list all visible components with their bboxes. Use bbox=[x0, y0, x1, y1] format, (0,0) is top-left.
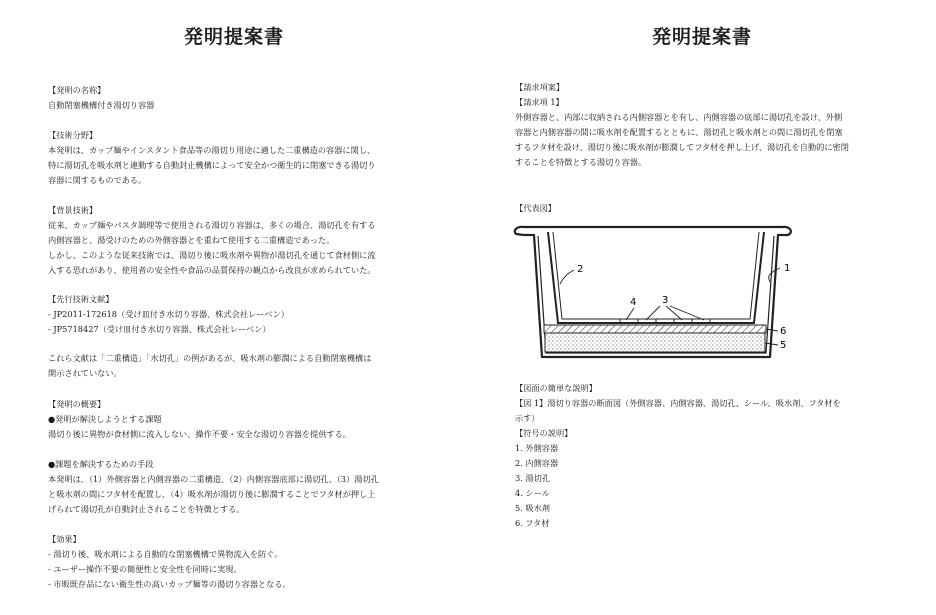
text-line: 開示されていない。 bbox=[48, 368, 122, 378]
inner-container-inner-edge bbox=[553, 232, 759, 319]
section-background bbox=[48, 203, 408, 278]
section-means bbox=[48, 457, 408, 517]
figure-label-4: 4 bbox=[630, 297, 637, 308]
effect-item: - ユーザー操作不要の簡便性と安全性を同時に実現。 bbox=[48, 564, 242, 574]
section-heading: 【符号の説明】 bbox=[515, 428, 573, 438]
text-line: 湯切り後に異物が食材側に流入しない、操作不要・安全な湯切り容器を提供する。 bbox=[48, 429, 351, 439]
figure-label-1: 1 bbox=[784, 263, 791, 274]
section-brief-description bbox=[515, 381, 885, 426]
text-line: しかし、このような従来技術では、湯切り後に吸水剤や異物が湯切孔を通じて食材側に流 bbox=[48, 250, 376, 260]
text-line: 内側容器と、湯受けのための外側容器とを重ねて使用する二重構造であった。 bbox=[48, 235, 335, 245]
absorbent-layer bbox=[545, 333, 765, 352]
section-heading: 【図面の簡単な説明】 bbox=[515, 383, 597, 393]
invention-name: 自動閉塞機構付き湯切り容器 bbox=[48, 100, 155, 110]
cross-section-figure bbox=[508, 220, 808, 365]
figure-label-2: 2 bbox=[577, 264, 584, 275]
sign-item: 3. 湯切孔 bbox=[515, 473, 550, 483]
subheading: ●課題を解決するための手段 bbox=[48, 459, 154, 469]
subheading: ●発明が解決しようとする課題 bbox=[48, 414, 162, 424]
text-line: することを特徴とする湯切り容器。 bbox=[515, 157, 647, 167]
sign-item: 5. 吸水剤 bbox=[515, 503, 550, 513]
section-heading: 【発明の概要】 bbox=[48, 399, 106, 409]
sign-item: 4. シール bbox=[515, 488, 550, 498]
text-line: 【図 1】湯切り容器の断面図（外側容器、内側容器、湯切孔、シール、吸水剤、フタ材を bbox=[515, 398, 841, 408]
text-line: げられて湯切孔が自動封止されることを特徴とする。 bbox=[48, 504, 245, 514]
figure-label-3: 3 bbox=[662, 295, 669, 306]
prior-art-item: - JP2011-172618（受け皿付き水切り容器、株式会社レーベン） bbox=[48, 309, 289, 319]
text-line: 本発明は、（1）外側容器と内側容器の二重構造、（2）内側容器底部に湯切孔、（3）湯切孔 bbox=[48, 474, 379, 484]
page-title: 発明提案書 bbox=[183, 26, 284, 48]
lid-material-layer bbox=[544, 325, 766, 333]
section-summary bbox=[48, 397, 408, 442]
inner-container-wall bbox=[548, 232, 764, 323]
container-diagram bbox=[508, 220, 808, 365]
section-heading: 【背景技術】 bbox=[48, 205, 98, 215]
text-line: 示す） bbox=[515, 413, 540, 423]
text-line: 従来、カップ麺やパスタ調理等で使用される湯切り容器は、多くの場合、湯切孔を有する bbox=[48, 220, 376, 230]
prior-art-item: - JP5718427（受け皿付き水切り容器、株式会社レーベン） bbox=[48, 324, 271, 334]
section-claims bbox=[515, 80, 885, 170]
prior-art-note bbox=[48, 351, 408, 381]
section-representative-figure bbox=[515, 201, 885, 216]
text-line: これら文献は「二重構造」「水切孔」の例があるが、吸水剤の膨潤による自動閉塞機構は bbox=[48, 353, 372, 363]
text-line: 入する恐れがあり、使用者の安全性や食品の品質保持の観点から改良が求められていた。 bbox=[48, 265, 376, 275]
section-invention-name bbox=[48, 83, 408, 113]
claim-heading: 【請求項 1】 bbox=[515, 97, 564, 107]
section-heading: 【効果】 bbox=[48, 534, 81, 544]
section-heading: 【先行技術文献】 bbox=[48, 294, 114, 304]
page-title: 発明提案書 bbox=[651, 26, 752, 48]
text-line: 外側容器と、内部に収納される内側容器とを有し、内側容器の底部に湯切孔を設け、外側 bbox=[515, 112, 843, 122]
sign-item: 1. 外側容器 bbox=[515, 443, 559, 453]
section-technical-field bbox=[48, 128, 408, 188]
section-reference-signs bbox=[515, 426, 885, 531]
figure-label-6: 6 bbox=[780, 326, 787, 337]
text-line: と吸水剤の間にフタ材を配置し、（4）吸水剤が湯切り後に膨潤することでフタ材が押し上 bbox=[48, 489, 376, 499]
sign-item: 2. 内側容器 bbox=[515, 458, 559, 468]
section-prior-art bbox=[48, 292, 408, 337]
figure-label-5: 5 bbox=[780, 340, 787, 351]
effect-item: - 湯切り後、吸水剤による自動的な閉塞機構で異物流入を防ぐ。 bbox=[48, 549, 283, 559]
section-effects bbox=[48, 532, 408, 592]
text-line: 容器と内側容器の間に吸水剤を配置するとともに、湯切孔と吸水剤との間に湯切孔を閉塞 bbox=[515, 127, 843, 137]
text-line: 特に湯切孔を吸水剤と連動する自動封止機構によって安全かつ衛生的に閉塞できる湯切り bbox=[48, 160, 376, 170]
section-heading: 【技術分野】 bbox=[48, 130, 98, 140]
text-line: 容器に関するものである。 bbox=[48, 175, 147, 185]
text-line: 本発明は、カップ麺やインスタント食品等の湯切り用途に適した二重構造の容器に関し、 bbox=[48, 145, 376, 155]
right-page bbox=[468, 0, 936, 615]
section-heading: 【発明の名称】 bbox=[48, 85, 106, 95]
effect-item: - 市販既存品にない衛生性の高いカップ麺等の湯切り容器となる。 bbox=[48, 579, 291, 589]
section-heading: 【請求項案】 bbox=[515, 82, 565, 92]
sign-item: 6. フタ材 bbox=[515, 518, 550, 528]
text-line: するフタ材を設け、湯切り後に吸水剤が膨潤してフタ材を押し上げ、湯切孔を自動的に密閉 bbox=[515, 142, 849, 152]
section-heading: 【代表図】 bbox=[515, 203, 556, 213]
